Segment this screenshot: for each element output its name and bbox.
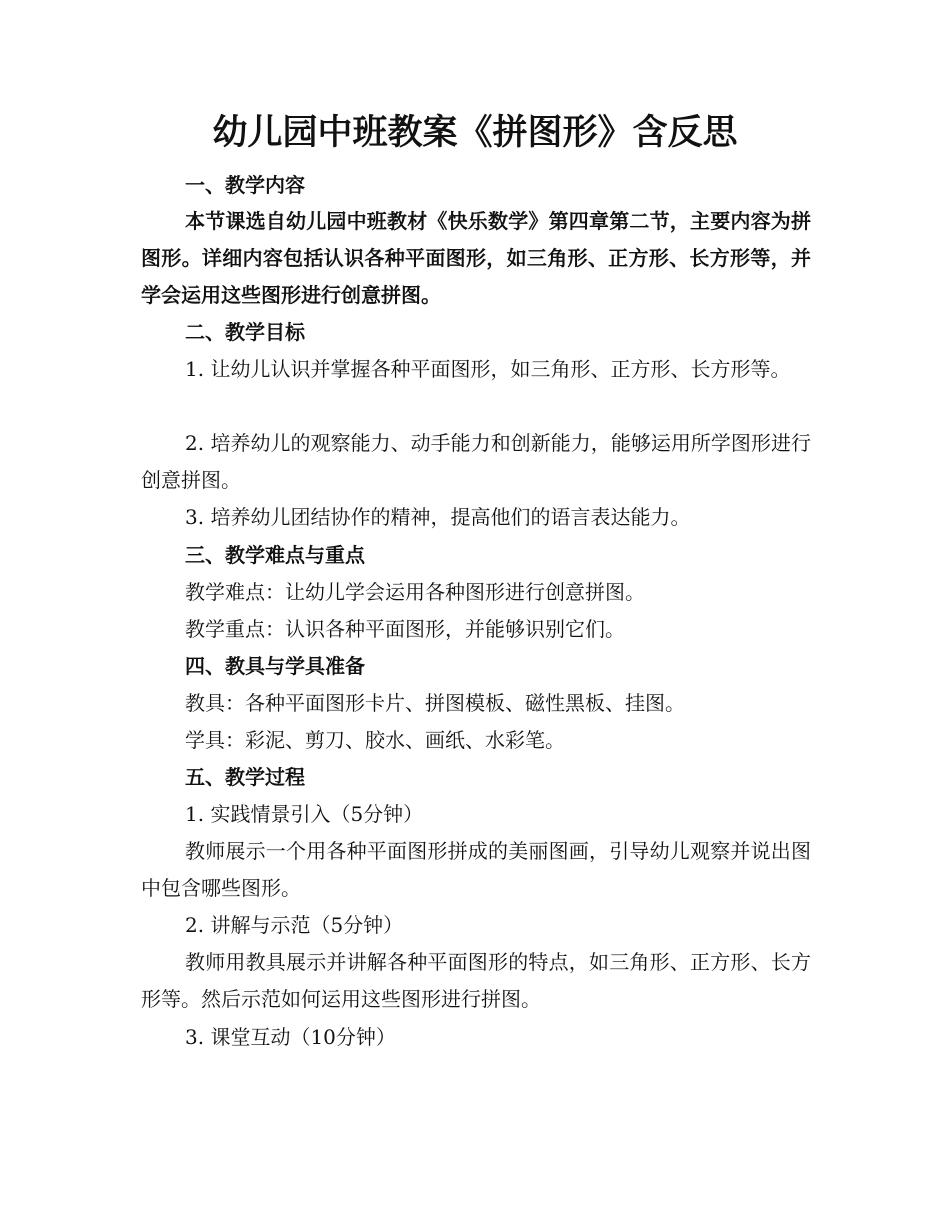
section-1-text: 本节课选自幼儿园中班教材《快乐数学》第四章第二节，主要内容为拼图形。详细内容包括认识各种平面图形，如三角形、正方形、长方形等，并学会运用这些图形进行创意拼图。 [141,209,811,307]
process-step-1: 1. 实践情景引入（5分钟） [185,802,424,826]
process-step-2: 2. 讲解与示范（5分钟） [185,913,404,937]
objective-item-2: 2. 培养幼儿的观察能力、动手能力和创新能力，能够运用所学图形进行创意拼图。 [141,431,811,492]
student-materials: 学具：彩泥、剪刀、胶水、画纸、水彩笔。 [185,728,565,752]
section-5-heading: 五、教学过程 [185,765,305,789]
section-3-heading: 三、教学难点与重点 [185,543,365,567]
teacher-materials: 教具：各种平面图形卡片、拼图模板、磁性黑板、挂图。 [185,691,685,715]
process-step-3: 3. 课堂互动（10分钟） [185,1025,396,1049]
process-step-2-text: 教师用教具展示并讲解各种平面图形的特点，如三角形、正方形、长方形等。然后示范如何运用这些图形进行拼图。 [141,950,811,1011]
objective-item-3: 3. 培养幼儿团结协作的精神，提高他们的语言表达能力。 [185,505,691,529]
process-step-1-text: 教师展示一个用各种平面图形拼成的美丽图画，引导幼儿观察并说出图中包含哪些图形。 [141,839,811,900]
section-1-heading: 一、教学内容 [185,173,305,197]
teaching-key-point: 教学重点：认识各种平面图形，并能够识别它们。 [185,617,625,641]
teaching-difficulty: 教学难点：让幼儿学会运用各种图形进行创意拼图。 [185,580,645,604]
section-4-heading: 四、教具与学具准备 [185,654,365,678]
section-2-heading: 二、教学目标 [185,320,305,344]
page-title: 幼儿园中班教案《拼图形》含反思 [212,112,738,153]
objective-item-1: 1. 让幼儿认识并掌握各种平面图形，如三角形、正方形、长方形等。 [185,357,791,381]
